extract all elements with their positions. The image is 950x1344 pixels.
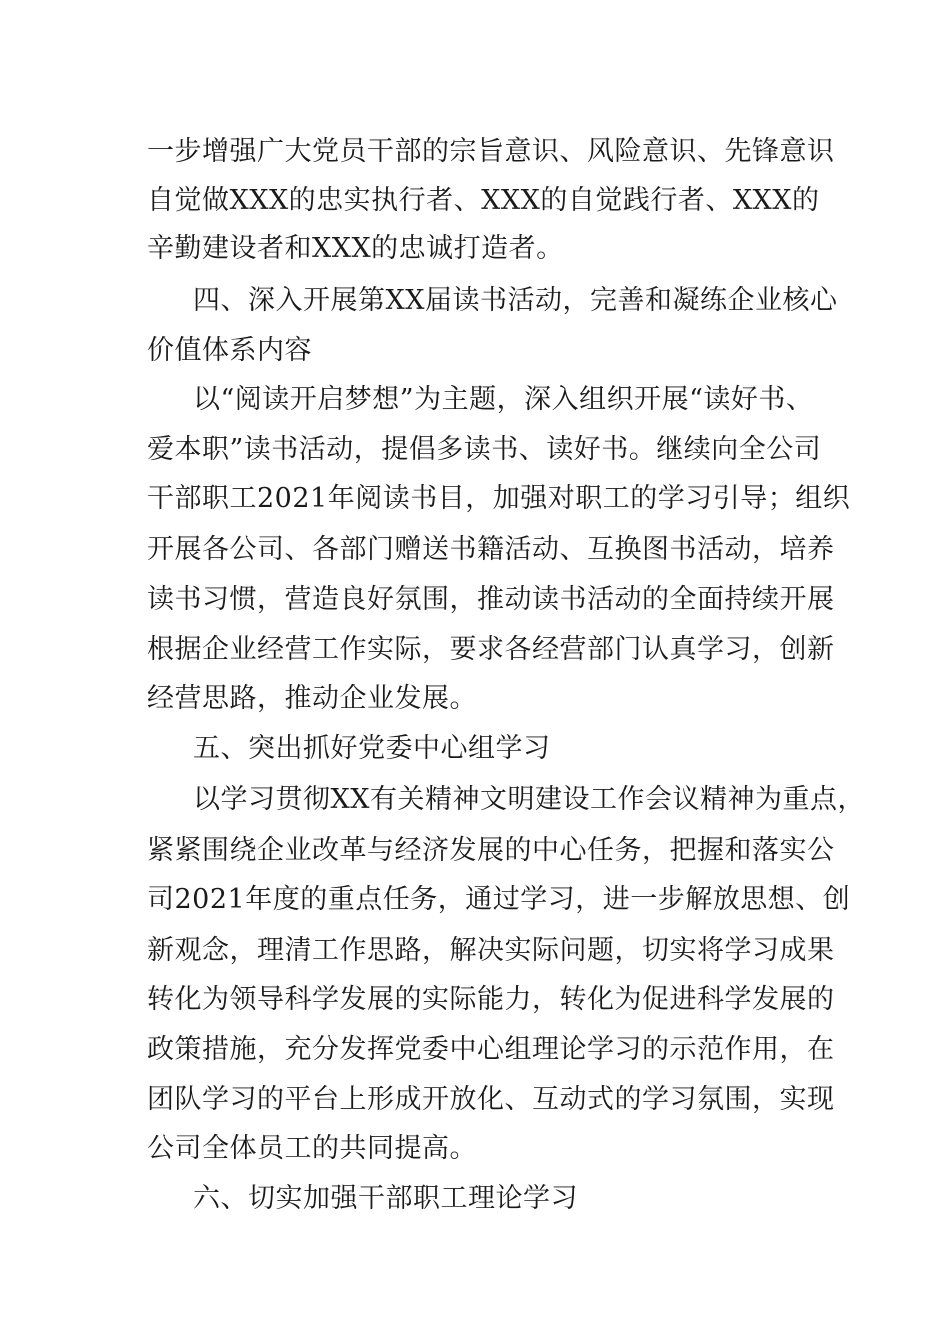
body-text-line: 经营思路，推动企业发展。 (147, 683, 477, 714)
section-heading-4-cont: 价值体系内容 (147, 335, 312, 366)
body-text-line: 开展各公司、各部门赠送书籍活动、互换图书活动，培养 (147, 534, 835, 565)
body-text-line: 团队学习的平台上形成开放化、互动式的学习氛围，实现 (147, 1084, 835, 1115)
body-text-line: 辛勤建设者和XXX的忠诚打造者。 (147, 233, 564, 264)
body-text-line: 干部职工2021年阅读书目，加强对职工的学习引导；组织 (147, 483, 851, 514)
section-heading-4: 四、深入开展第XX届读书活动，完善和凝练企业核心 (193, 285, 838, 316)
section-heading-6: 六、切实加强干部职工理论学习 (193, 1183, 578, 1214)
body-text-line: 新观念，理清工作思路，解决实际问题，切实将学习成果 (147, 935, 835, 966)
body-text-line: 根据企业经营工作实际，要求各经营部门认真学习，创新 (147, 634, 835, 665)
body-text-line: 政策措施，充分发挥党委中心组理论学习的示范作用，在 (147, 1034, 835, 1065)
body-text-line: 公司全体员工的共同提高。 (147, 1133, 477, 1164)
section-heading-5: 五、突出抓好党委中心组学习 (193, 733, 551, 764)
body-text-line: 司2021年度的重点任务，通过学习，进一步解放思想、创 (147, 884, 851, 915)
body-text-line: 以学习贯彻XX有关精神文明建设工作会议精神为重点， (193, 784, 865, 815)
body-text-line: 一步增强广大党员干部的宗旨意识、风险意识、先锋意识 (147, 136, 835, 167)
body-text-line: 转化为领导科学发展的实际能力，转化为促进科学发展的 (147, 984, 835, 1015)
body-text-line: 以“阅读开启梦想”为主题，深入组织开展“读好书、 (193, 384, 814, 415)
body-text-line: 自觉做XXX的忠实执行者、XXX的自觉践行者、XXX的 (147, 185, 820, 216)
body-text-line: 紧紧围绕企业改革与经济发展的中心任务，把握和落实公 (147, 835, 835, 866)
body-text-line: 读书习惯，营造良好氛围，推动读书活动的全面持续开展 (147, 584, 835, 615)
body-text-line: 爱本职”读书活动，提倡多读书、读好书。继续向全公司 (147, 434, 822, 465)
